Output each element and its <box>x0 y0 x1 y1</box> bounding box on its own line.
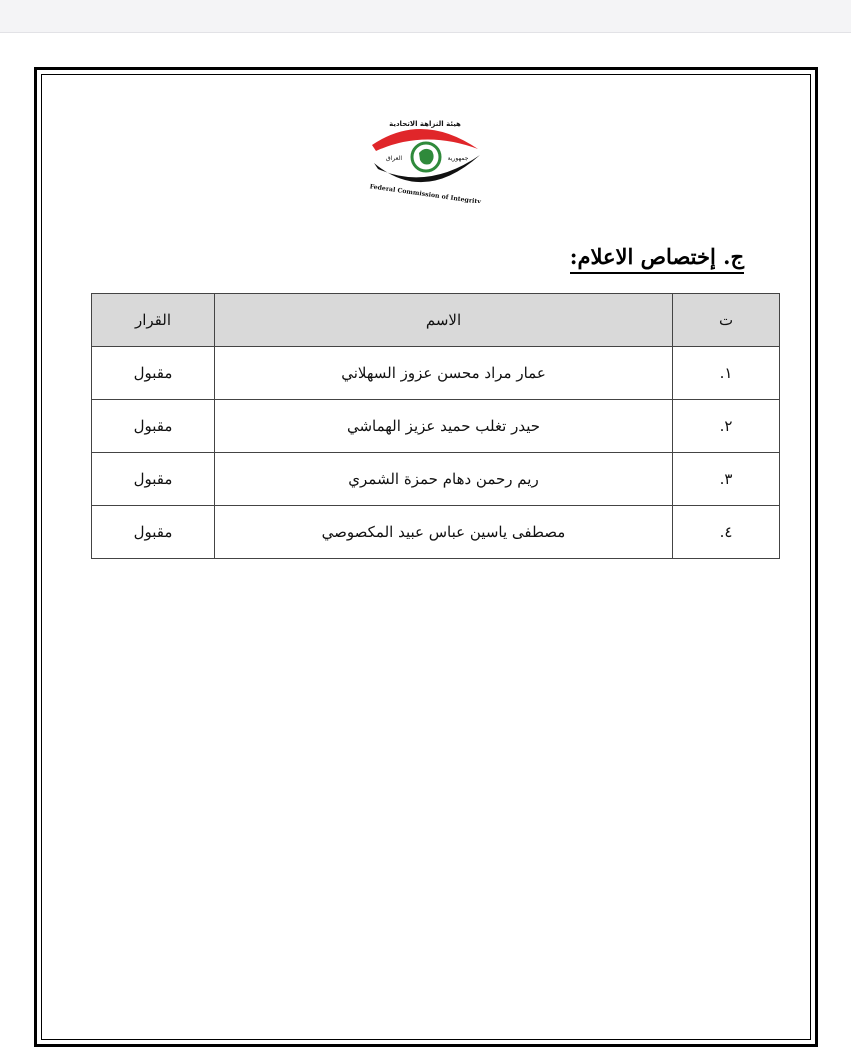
row-number: ١. <box>673 347 780 400</box>
svg-text:جمهورية: جمهورية <box>447 155 469 162</box>
row-number: ٢. <box>673 400 780 453</box>
document-page <box>34 67 818 1047</box>
row-name: عمار مراد محسن عزوز السهلاني <box>215 347 673 400</box>
integrity-commission-logo <box>362 113 488 203</box>
row-decision: مقبول <box>92 347 215 400</box>
section-heading: ج. إختصاص الاعلام: <box>570 243 744 274</box>
header-name: الاسم <box>215 294 673 347</box>
page-inner-border <box>41 74 811 1040</box>
row-name: مصطفى ياسين عباس عبيد المكصوصي <box>215 506 673 559</box>
table-row <box>92 506 780 559</box>
row-name: حيدر تغلب حميد عزيز الهماشي <box>215 400 673 453</box>
header-number: ت <box>673 294 780 347</box>
svg-text:العراق: العراق <box>385 155 403 162</box>
viewer-top-bar <box>0 0 851 33</box>
candidates-table <box>91 293 780 559</box>
header-decision: القرار <box>92 294 215 347</box>
table-row <box>92 453 780 506</box>
row-decision: مقبول <box>92 506 215 559</box>
row-decision: مقبول <box>92 453 215 506</box>
svg-text:Federal Commission of Integrit: Federal Commission of Integrity <box>369 183 482 203</box>
row-number: ٤. <box>673 506 780 559</box>
table-row <box>92 347 780 400</box>
row-decision: مقبول <box>92 400 215 453</box>
svg-text:هيئة النزاهة الاتحادية: هيئة النزاهة الاتحادية <box>389 120 461 128</box>
table-header-row <box>92 294 780 347</box>
row-name: ريم رحمن دهام حمزة الشمري <box>215 453 673 506</box>
table-row <box>92 400 780 453</box>
row-number: ٣. <box>673 453 780 506</box>
